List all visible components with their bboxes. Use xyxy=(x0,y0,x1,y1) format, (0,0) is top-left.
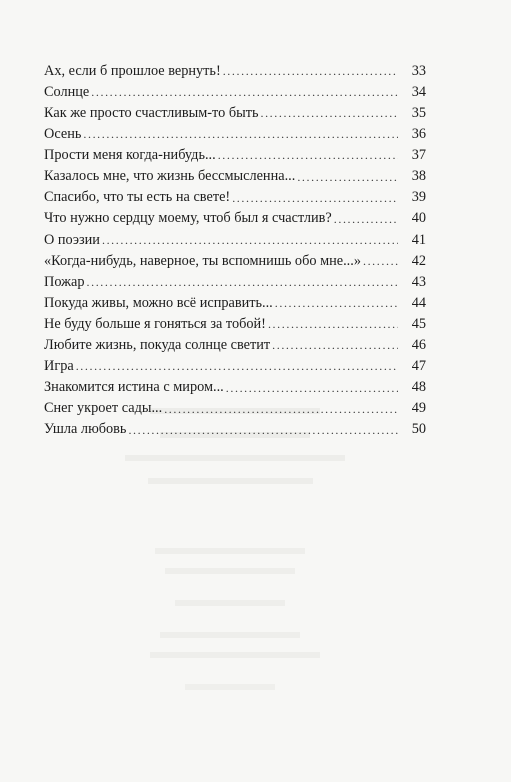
toc-entry-title: О поэзии xyxy=(44,231,100,248)
toc-entry-page-number: 39 xyxy=(411,189,426,206)
toc-entry-page-number: 36 xyxy=(411,126,426,143)
toc-entry xyxy=(44,268,426,289)
toc-entry-page-number: 40 xyxy=(411,210,426,227)
toc-entry-page-number: 38 xyxy=(411,168,426,185)
toc-entry-page-number: 43 xyxy=(411,273,426,290)
toc-entry-title: Снег укроет сады... xyxy=(44,400,163,417)
dot-leader xyxy=(275,297,398,309)
toc-entry xyxy=(44,120,426,141)
toc-entry-title: Любите жизнь, покуда солнце светит xyxy=(44,337,271,354)
dot-leader xyxy=(91,86,398,98)
bleed-through-mark xyxy=(165,568,295,574)
toc-entry xyxy=(44,331,426,352)
dot-leader xyxy=(272,339,398,351)
bleed-through-mark xyxy=(148,478,313,484)
toc-entry-title: Спасибо, что ты есть на свете! xyxy=(44,189,231,206)
toc-entry-page-number: 37 xyxy=(411,147,426,164)
bleed-through-mark xyxy=(125,455,345,461)
dot-leader xyxy=(102,234,398,246)
toc-entry-title: Прости меня когда-нибудь... xyxy=(44,147,216,164)
toc-entry-title: Осень xyxy=(44,126,82,143)
dot-leader xyxy=(268,318,398,330)
table-of-contents xyxy=(44,57,426,437)
toc-entry-page-number: 49 xyxy=(411,400,426,417)
toc-entry xyxy=(44,57,426,78)
toc-entry-title: «Когда-нибудь, наверное, ты вспомнишь обо мне...» xyxy=(44,252,361,269)
toc-entry-page-number: 48 xyxy=(411,379,426,396)
dot-leader xyxy=(260,107,398,119)
toc-entry-page-number: 45 xyxy=(411,315,426,332)
toc-entry xyxy=(44,395,426,416)
toc-entry xyxy=(44,289,426,310)
toc-entry-title: Ах, если б прошлое вернуть! xyxy=(44,62,221,79)
bleed-through-mark xyxy=(185,684,275,690)
toc-entry xyxy=(44,162,426,183)
toc-entry-page-number: 44 xyxy=(411,294,426,311)
toc-entry-page-number: 47 xyxy=(411,358,426,375)
dot-leader xyxy=(223,65,398,77)
toc-entry-title: Казалось мне, что жизнь бессмысленна... xyxy=(44,168,296,185)
toc-entry-page-number: 34 xyxy=(411,83,426,100)
dot-leader xyxy=(363,255,398,267)
dot-leader xyxy=(232,192,398,204)
toc-entry xyxy=(44,205,426,226)
toc-entry-title: Как же просто счастливым-то быть xyxy=(44,104,259,121)
dot-leader xyxy=(164,403,398,415)
bleed-through-mark xyxy=(155,548,305,554)
toc-entry xyxy=(44,373,426,394)
toc-entry-title: Покуда живы, можно всё исправить... xyxy=(44,294,273,311)
toc-entry-page-number: 35 xyxy=(411,104,426,121)
toc-entry xyxy=(44,184,426,205)
toc-entry xyxy=(44,352,426,373)
toc-entry xyxy=(44,247,426,268)
dot-leader xyxy=(218,149,398,161)
toc-entry-title: Солнце xyxy=(44,83,90,100)
toc-entry-page-number: 50 xyxy=(411,421,426,438)
toc-entry xyxy=(44,141,426,162)
toc-entry-title: Ушла любовь xyxy=(44,421,127,438)
toc-entry xyxy=(44,99,426,120)
toc-entry xyxy=(44,226,426,247)
dot-leader xyxy=(334,213,398,225)
toc-entry-title: Пожар xyxy=(44,273,85,290)
toc-entry-page-number: 46 xyxy=(411,337,426,354)
dot-leader xyxy=(83,128,398,140)
toc-entry-page-number: 41 xyxy=(411,231,426,248)
toc-entry-title: Что нужно сердцу моему, чтоб был я счастлив? xyxy=(44,210,332,227)
toc-entry-page-number: 33 xyxy=(411,62,426,79)
toc-entry-title: Не буду больше я гоняться за тобой! xyxy=(44,315,266,332)
toc-entry xyxy=(44,78,426,99)
bleed-through-mark xyxy=(160,632,300,638)
bleed-through-mark xyxy=(175,600,285,606)
dot-leader xyxy=(87,276,399,288)
toc-entry xyxy=(44,416,426,437)
bleed-through-mark xyxy=(150,652,320,658)
toc-entry xyxy=(44,310,426,331)
dot-leader xyxy=(76,360,398,372)
dot-leader xyxy=(128,424,398,436)
toc-entry-title: Игра xyxy=(44,358,74,375)
dot-leader xyxy=(226,382,398,394)
dot-leader xyxy=(297,171,398,183)
toc-entry-page-number: 42 xyxy=(411,252,426,269)
toc-entry-title: Знакомится истина с миром... xyxy=(44,379,224,396)
